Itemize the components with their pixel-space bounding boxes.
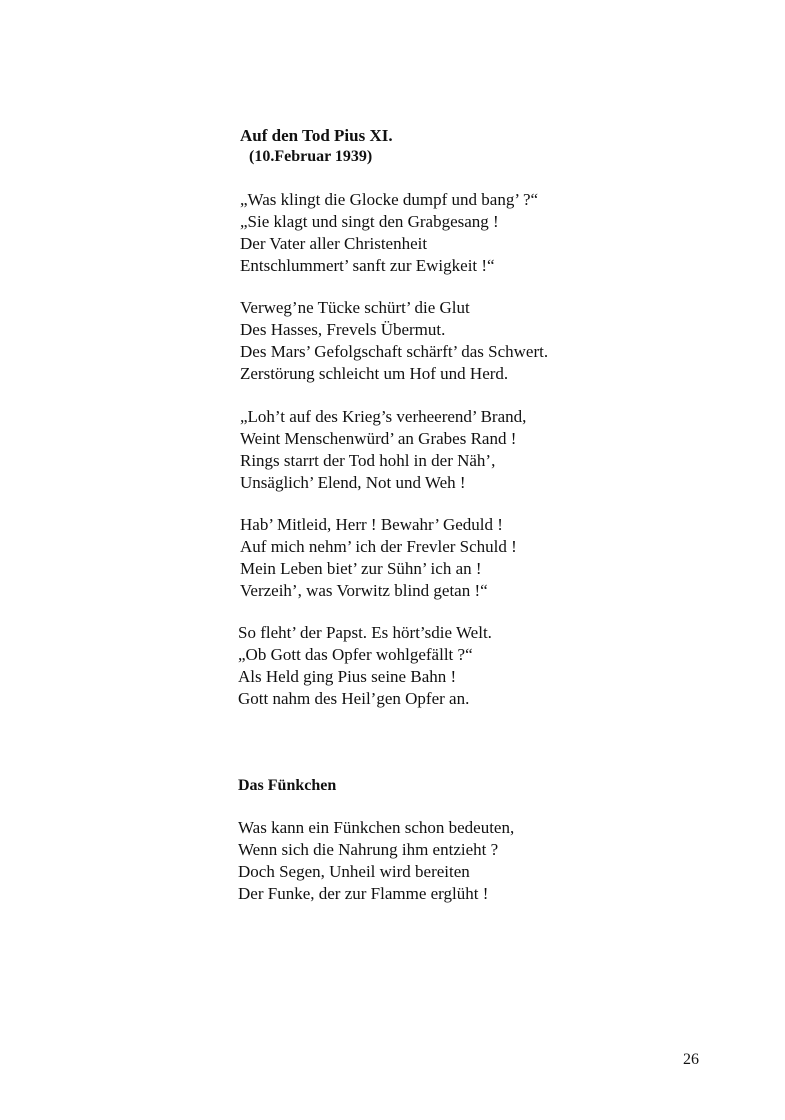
verse-line: Rings starrt der Tod hohl in der Näh’,: [240, 451, 496, 470]
verse-line: Wenn sich die Nahrung ihm entzieht ?: [238, 840, 499, 859]
verse-line: Doch Segen, Unheil wird bereiten: [238, 862, 470, 881]
verse-line: Gott nahm des Heil’gen Opfer an.: [238, 689, 470, 708]
verse-line: Der Funke, der zur Flamme erglüht !: [238, 884, 489, 903]
stanza-4: [240, 514, 517, 602]
verse-line: Hab’ Mitleid, Herr ! Bewahr’ Geduld !: [240, 515, 503, 534]
verse-line: Verweg’ne Tücke schürt’ die Glut: [240, 298, 470, 317]
stanza-5: [238, 622, 492, 710]
verse-line: Weint Menschenwürd’ an Grabes Rand !: [240, 429, 517, 448]
verse-line: „Sie klagt und singt den Grabgesang !: [240, 212, 499, 231]
verse-line: So fleht’ der Papst. Es hört’sdie Welt.: [238, 623, 492, 642]
verse-line: „Ob Gott das Opfer wohlgefällt ?“: [238, 645, 473, 664]
stanza-1: [240, 189, 538, 277]
page-number: 26: [683, 1051, 699, 1068]
verse-line: Auf mich nehm’ ich der Frevler Schuld !: [240, 537, 517, 556]
poem-title: Auf den Tod Pius XI.: [240, 126, 393, 145]
verse-line: Was kann ein Fünkchen schon bedeuten,: [238, 818, 515, 837]
verse-line: Als Held ging Pius seine Bahn !: [238, 667, 457, 686]
verse-line: „Was klingt die Glocke dumpf und bang’ ?“: [240, 190, 539, 209]
poem-date: (10.Februar 1939): [249, 148, 373, 165]
stanza-2: [240, 297, 548, 385]
verse-line: Verzeih’, was Vorwitz blind getan !“: [240, 581, 488, 600]
stanza-1: [238, 817, 514, 905]
verse-line: Der Vater aller Christenheit: [240, 234, 428, 253]
verse-line: Des Hasses, Frevels Übermut.: [240, 320, 446, 339]
verse-line: Des Mars’ Gefolgschaft schärft’ das Schwert.: [240, 342, 549, 361]
verse-line: Zerstörung schleicht um Hof und Herd.: [240, 364, 509, 383]
poem-title: Das Fünkchen: [238, 777, 337, 794]
verse-line: „Loh’t auf des Krieg’s verheerend’ Brand,: [240, 407, 527, 426]
verse-line: Mein Leben biet’ zur Sühn’ ich an !: [240, 559, 482, 578]
verse-line: Unsäglich’ Elend, Not und Weh !: [240, 473, 466, 492]
stanza-3: [240, 406, 526, 494]
verse-line: Entschlummert’ sanft zur Ewigkeit !“: [240, 256, 495, 275]
